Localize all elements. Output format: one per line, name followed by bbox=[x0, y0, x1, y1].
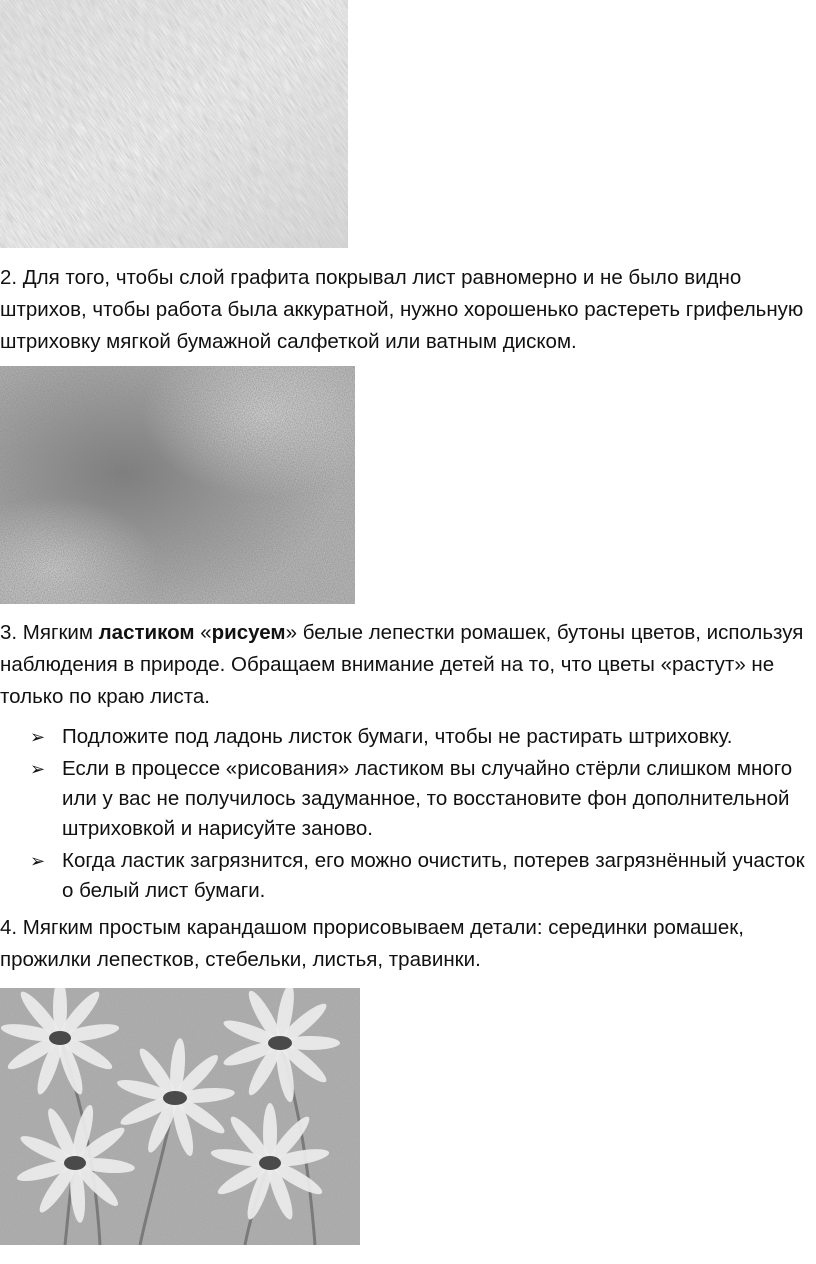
step-3-paragraph bbox=[0, 617, 810, 713]
tip-text: Подложите под ладонь листок бумаги, чтобы не растирать штриховку. bbox=[62, 725, 733, 748]
step-2-paragraph: 2. Для того, чтобы слой графита покрывал лист равномерно и не было видно штрихов, чтобы работа была аккуратной, нужно хорошенько растереть грифельную штриховку мягкой бумажной салфеткой или ватным диском. bbox=[0, 266, 804, 353]
tips-list bbox=[0, 722, 810, 908]
arrow-bullet-icon: ➢ bbox=[30, 759, 46, 779]
step-3-bold-draw: рисуем bbox=[211, 621, 286, 644]
arrow-bullet-icon: ➢ bbox=[30, 727, 46, 747]
step-4-paragraph: 4. Мягким простым карандашом прорисовываем детали: серединки ромашек, прожилки лепестков, стебельки, листья, травинки. bbox=[0, 916, 744, 971]
list-item bbox=[0, 754, 810, 844]
daisies-illustration bbox=[0, 988, 360, 1245]
arrow-bullet-icon: ➢ bbox=[30, 851, 46, 871]
step-3-text-2: « bbox=[194, 621, 212, 644]
hatching-illustration bbox=[0, 0, 348, 248]
list-item bbox=[0, 722, 810, 752]
tip-text: Когда ластик загрязнится, его можно очистить, потерев загрязнённый участок о белый лист бумаги. bbox=[62, 849, 805, 902]
step-3-text-1: 3. Мягким bbox=[0, 621, 99, 644]
step-3-text-3: » белые лепестки ромашек, бутоны цветов, используя наблюдения в природе. Обращаем внимание детей на то, что цветы «растут» не только по краю листа. bbox=[0, 621, 804, 708]
rubbed-hatching-illustration bbox=[0, 366, 355, 604]
list-item bbox=[0, 846, 810, 906]
tip-text: Если в процессе «рисования» ластиком вы случайно стёрли слишком много или у вас не получилось задуманное, то восстановите фон дополнительной штриховкой и нарисуйте заново. bbox=[62, 757, 793, 840]
step-3-bold-eraser: ластиком bbox=[98, 621, 195, 644]
